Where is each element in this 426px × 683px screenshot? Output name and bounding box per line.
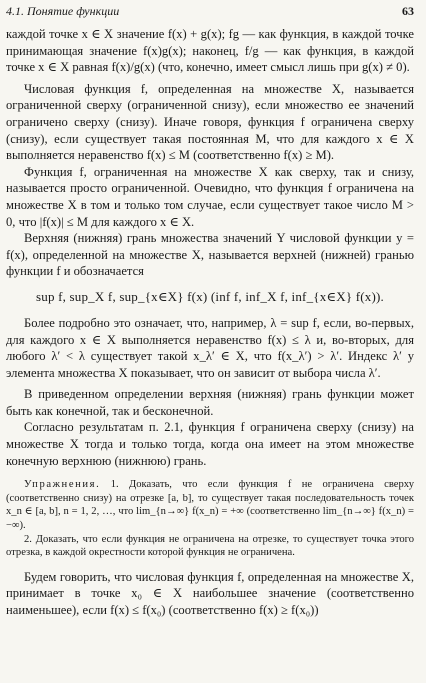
paragraph-bounded-definition: Числовая функция f, определенная на множестве X, называется ограниченной сверху (ограниченной снизу), если множество ее значений ограничено сверху (снизу). Иначе говоря, функция f ограничена сверху (снизу), если существует такая постоянная M, что для каждого x ∈ X выполняется неравенство f(x) ≤ M (соответственно f(x) ≥ M). — [6, 81, 414, 163]
paragraph-sup-inf-definition: Верхняя (нижняя) грань множества значений Y числовой функции y = f(x), определенной на множестве X, называется верхней (нижней) гранью функции f и обозначается — [6, 231, 414, 279]
exercise-1 — [6, 478, 414, 532]
paragraph-bounded-function: Функция f, ограниченная на множестве X как сверху, так и снизу, называется просто ограниченной. Очевидно, что функция f ограничена на множестве X в том и только том случае, если существует такое число M > 0, что |f(x)| ≤ M для каждого x ∈ X. — [6, 164, 414, 229]
exercise-2: 2. Доказать, что если функция не ограничена на отрезке, то существует точка этого отрезка, в каждой окрестности которой функция не ограничена. — [6, 533, 414, 559]
paragraph-finite-infinite: В приведенном определении верхняя (нижняя) грань функции может быть как конечной, так и бесконечной. — [6, 387, 414, 418]
paragraph-section-reference: Согласно результатам п. 2.1, функция f ограничена сверху (снизу) на множестве X тогда и только тогда, когда она имеет на этом множестве конечную верхнюю (нижнюю) грань. — [6, 420, 414, 468]
exercises-heading: Упражнения. — [24, 479, 101, 491]
page-number: 63 — [402, 4, 414, 18]
section-title: 4.1. Понятие функции — [6, 4, 120, 18]
paragraph-1: каждой точке x ∈ X значение f(x) + g(x); fg — как функция, в каждой точке принимающая значение f(x)g(x); наконец, f/g — как функция, в каждой точке x ∈ X равная f(x)/g(x) (что, конечно, имеет смысл лишь при g(x) ≠ 0). — [6, 27, 414, 75]
page-header — [6, 4, 414, 26]
sup-inf-formula: sup f, sup_X f, sup_{x∈X} f(x) (inf f, inf_X f, inf_{x∈X} f(x)). — [35, 288, 384, 304]
exercise-1-text: 1. Доказать, что если функция f не ограничена сверху (соответственно снизу) на отрезке [a, b], то существует такая последовательность точек x_n ∈ [a, b], n = 1, 2, …, что lim_{n→∞} f(x_n) = +∞ (соответственно lim_{n→∞} f(x_n) = −∞). — [6, 479, 414, 532]
paragraph-sup-explanation: Более подробно это означает, что, например, λ = sup f, если, во-первых, для каждого x ∈ X выполняется неравенство f(x) ≤ λ и, во-вторых, для любого λ′ < λ существует такой x_λ′ ∈ X, что f(x_λ′) > λ′. Индекс λ′ у элемента множества X показывает, что он зависит от выбора числа λ′. — [6, 315, 414, 380]
paragraph-max-min-definition: Будем говорить, что числовая функция f, определенная на множестве X, принимает в точке x₀ ∈ X наибольшее значение (соответственно наименьшее), если f(x) ≤ f(x₀) (соответственно f(x) ≥ f(x₀)) — [6, 569, 414, 617]
